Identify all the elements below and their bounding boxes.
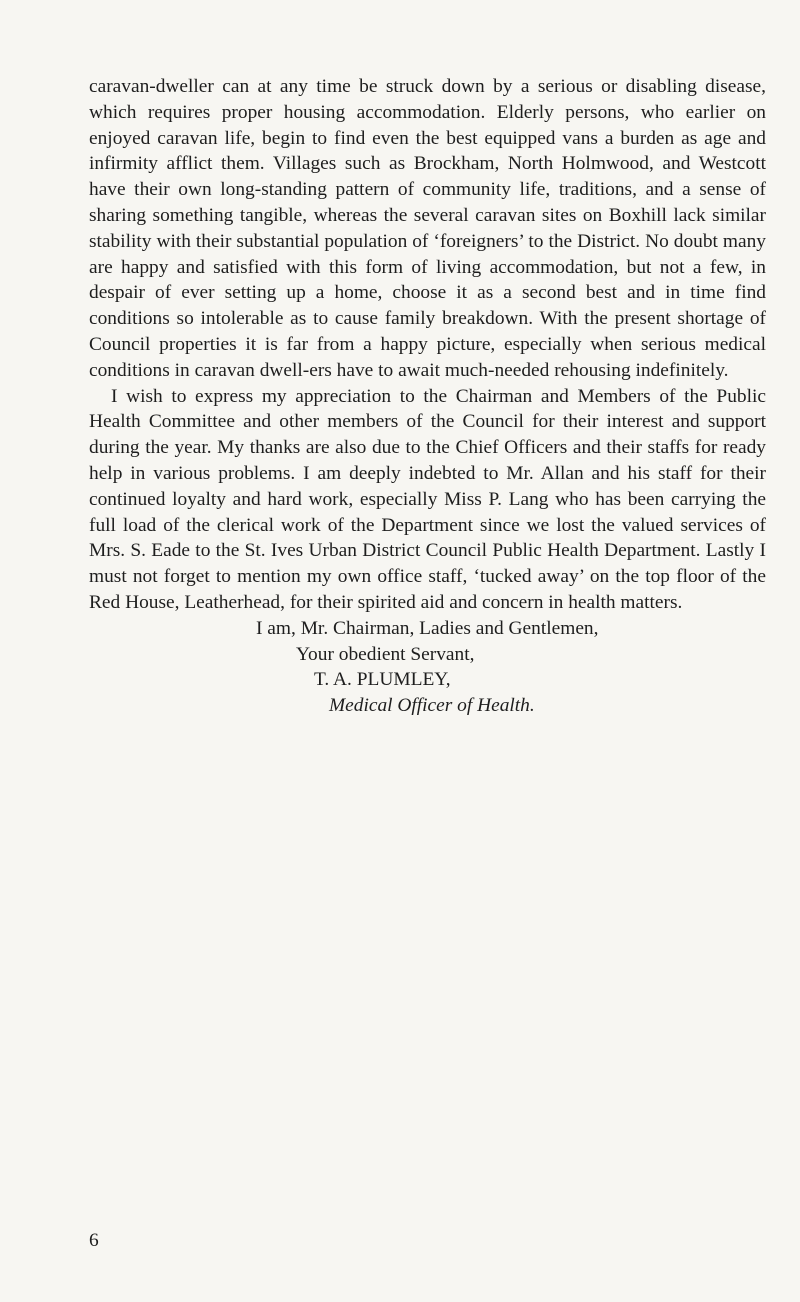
body-paragraph: caravan-dweller can at any time be struck down by a serious or disabling disease, which requires proper housing accommodation. Elderly persons, who earlier on enjoyed caravan life, begin to find even the best equipped vans a burden as age and infirmity afflict them. Villages such as Brockham, North Holmwood, and Westcott have their own long-standing pattern of community life, traditions, and a sense of sharing something tangible, whereas the several caravan sites on Boxhill lack similar stability with their substantial population of ‘foreigners’ to the District. No doubt many are happy and satisfied with this form of living accommodation, but not a few, in despair of ever setting up a home, choose it as a second best and in time find conditions so intolerable as to cause family breakdown. With the present shortage of Council properties it is far from a happy picture, especially when serious medical conditions in caravan dwell-ers have to await much-needed rehousing indefinitely. [89,76,766,381]
body-paragraph: I wish to express my appreciation to the Chairman and Members of the Public Health Committee and other members of the Council for their interest and support during the year. My thanks are also due to the Chief Officers and their staffs for ready help in various problems. I am deeply indebted to Mr. Allan and his staff for their continued loyalty and hard work, especially Miss P. Lang who has been carrying the full load of the clerical work of the Department since we lost the valued services of Mrs. S. Eade to the St. Ives Urban District Council Public Health Department. Lastly I must not forget to mention my own office staff, ‘tucked away’ on the top floor of the Red House, Leatherhead, for their spirited aid and concern in health matters. [89,385,766,613]
document-body [89,74,766,719]
signoff-block [89,616,766,719]
signer-name: T. A. PLUMLEY, [314,669,451,691]
closing-salutation: I am, Mr. Chairman, Ladies and Gentlemen, [256,617,599,639]
servant-line: Your obedient Servant, [296,643,475,665]
page-number: 6 [89,1230,99,1251]
signer-title: Medical Officer of Health. [329,695,535,717]
